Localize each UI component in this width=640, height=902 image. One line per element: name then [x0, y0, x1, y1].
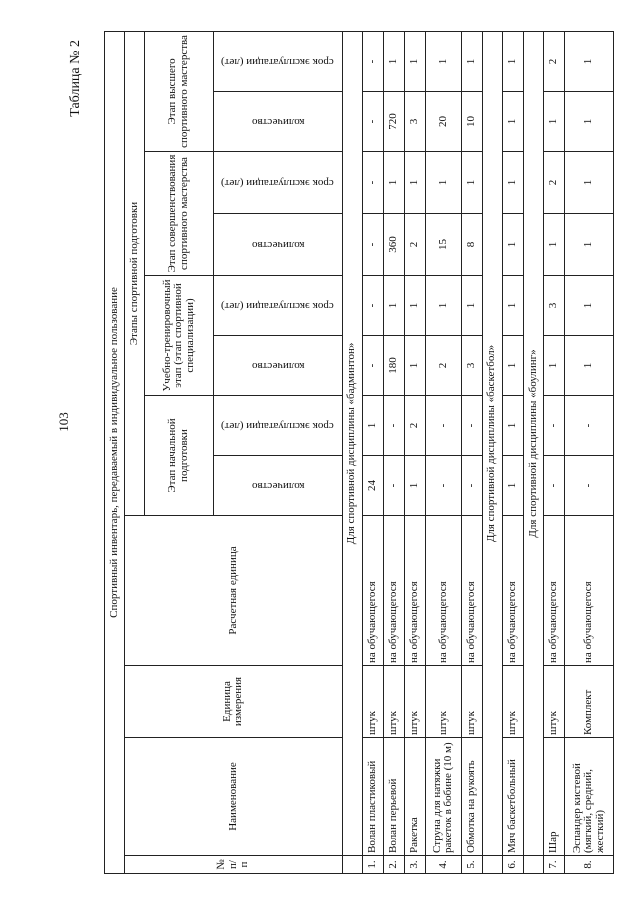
row-q2: 3	[461, 336, 482, 396]
row-q1: -	[383, 456, 404, 516]
header-unit: Единица измерения	[125, 666, 343, 738]
row-t4: 1	[502, 31, 523, 91]
row-q4: 1	[565, 92, 614, 152]
row-t2: 1	[565, 276, 614, 336]
header-num: № п/п	[125, 856, 343, 874]
row-calc: на обучающегося	[565, 516, 614, 666]
row-calc: на обучающегося	[502, 516, 523, 666]
header-term: срок эксплуатации (лет)	[221, 56, 335, 69]
header-qty: количество	[251, 360, 305, 373]
row-name: Мяч баскетбольный	[502, 738, 523, 856]
row-q2: 1	[502, 336, 523, 396]
row-num: 3.	[404, 856, 425, 874]
row-num: 4.	[426, 856, 462, 874]
table-row	[362, 31, 383, 873]
row-q3: 1	[543, 214, 564, 276]
row-t4: 1	[565, 31, 614, 91]
row-q2: 1	[565, 336, 614, 396]
row-t1: -	[461, 396, 482, 456]
header-name: Наименование	[125, 738, 343, 856]
row-unit: штук	[461, 666, 482, 738]
table-row	[461, 31, 482, 873]
row-q3: 360	[383, 214, 404, 276]
row-unit: штук	[543, 666, 564, 738]
table-row	[543, 31, 564, 873]
row-t4: 1	[383, 31, 404, 91]
row-t1: -	[565, 396, 614, 456]
row-t2: 1	[461, 276, 482, 336]
row-q3: -	[362, 214, 383, 276]
row-num: 2.	[383, 856, 404, 874]
header-calc: Расчетная единица	[125, 516, 343, 666]
table-row	[383, 31, 404, 873]
row-unit: Комплект	[565, 666, 614, 738]
row-q1: -	[565, 456, 614, 516]
header-stage-3: Этап совершенствования спортивного мастерства	[145, 152, 214, 276]
header-stage-1: Этап начальной подготовки	[145, 396, 214, 516]
row-q1: -	[461, 456, 482, 516]
row-t2: 1	[404, 276, 425, 336]
row-q3: 1	[565, 214, 614, 276]
row-t3: 1	[461, 152, 482, 214]
row-t2: 1	[502, 276, 523, 336]
row-name: Ракетка	[404, 738, 425, 856]
row-q3: 2	[404, 214, 425, 276]
row-unit: штук	[362, 666, 383, 738]
row-q3: 8	[461, 214, 482, 276]
row-t2: -	[362, 276, 383, 336]
row-t3: 1	[404, 152, 425, 214]
row-q2: 2	[426, 336, 462, 396]
row-t1: 1	[502, 396, 523, 456]
equipment-table	[104, 31, 614, 874]
row-t4: 1	[404, 31, 425, 91]
table-row	[426, 31, 462, 873]
row-t4: 2	[543, 31, 564, 91]
row-q4: 20	[426, 92, 462, 152]
row-calc: на обучающегося	[383, 516, 404, 666]
row-t1: -	[543, 396, 564, 456]
row-q1: -	[543, 456, 564, 516]
row-q3: 15	[426, 214, 462, 276]
row-num: 6.	[502, 856, 523, 874]
row-unit: штук	[426, 666, 462, 738]
row-t3: 1	[426, 152, 462, 214]
row-name: Волан пластиковый	[362, 738, 383, 856]
row-q4: 1	[543, 92, 564, 152]
table-row	[404, 31, 425, 873]
row-q2: 1	[543, 336, 564, 396]
row-t3: 1	[383, 152, 404, 214]
header-term: срок эксплуатации (лет)	[221, 420, 335, 433]
row-t3: -	[362, 152, 383, 214]
row-q4: 10	[461, 92, 482, 152]
row-calc: на обучающегося	[404, 516, 425, 666]
header-qty: количество	[251, 239, 305, 252]
row-t4: -	[362, 31, 383, 91]
row-unit: штук	[383, 666, 404, 738]
row-t2: 1	[383, 276, 404, 336]
row-calc: на обучающегося	[543, 516, 564, 666]
row-q2: 1	[404, 336, 425, 396]
row-t1: 2	[404, 396, 425, 456]
row-q3: 1	[502, 214, 523, 276]
row-q2: 180	[383, 336, 404, 396]
table-title: Спортивный инвентарь, передаваемый в индивидуальное пользование	[105, 31, 125, 873]
row-q4: 3	[404, 92, 425, 152]
row-q4: -	[362, 92, 383, 152]
row-name: Волан перьевой	[383, 738, 404, 856]
row-q2: -	[362, 336, 383, 396]
row-t3: 2	[543, 152, 564, 214]
row-name: Обмотка на рукоять	[461, 738, 482, 856]
row-q1: 1	[404, 456, 425, 516]
row-t4: 1	[461, 31, 482, 91]
row-t1: 1	[362, 396, 383, 456]
row-calc: на обучающегося	[362, 516, 383, 666]
row-q1: 1	[502, 456, 523, 516]
header-term: срок эксплуатации (лет)	[221, 177, 335, 190]
section-badminton: Для спортивной дисциплины «бадминтон»	[342, 31, 362, 855]
row-unit: штук	[502, 666, 523, 738]
table-row	[502, 31, 523, 873]
row-t3: 1	[565, 152, 614, 214]
header-term: срок эксплуатации (лет)	[221, 300, 335, 313]
header-qty: количество	[251, 116, 305, 129]
row-num: 5.	[461, 856, 482, 874]
section-basketball: Для спортивной дисциплины «баскетбол»	[482, 31, 502, 855]
row-t3: 1	[502, 152, 523, 214]
row-t1: -	[383, 396, 404, 456]
row-calc: на обучающегося	[426, 516, 462, 666]
row-q1: 24	[362, 456, 383, 516]
row-calc: на обучающегося	[461, 516, 482, 666]
row-name: Шар	[543, 738, 564, 856]
header-stage-4: Этап высшего спортивного мастерства	[145, 31, 214, 151]
rotated-content	[68, 32, 614, 874]
row-name: Эспандер кистевой (мягкий, средний, жесткий)	[565, 738, 614, 856]
row-unit: штук	[404, 666, 425, 738]
row-t2: 3	[543, 276, 564, 336]
rotated-page	[68, 32, 614, 874]
table-row	[565, 31, 614, 873]
row-t1: -	[426, 396, 462, 456]
row-num: 7.	[543, 856, 564, 874]
row-t4: 1	[426, 31, 462, 91]
row-t2: 1	[426, 276, 462, 336]
row-num: 8.	[565, 856, 614, 874]
row-q4: 1	[502, 92, 523, 152]
page-number: 103	[56, 412, 71, 432]
table-label: Таблица № 2	[68, 40, 83, 117]
header-qty: количество	[251, 480, 305, 493]
row-name: Струна для натяжки ракеток в бобине (10 м)	[426, 738, 462, 856]
row-q4: 720	[383, 92, 404, 152]
section-bowling: Для спортивной дисциплины «боулинг»	[523, 31, 543, 855]
row-q1: -	[426, 456, 462, 516]
header-stage-2: Учебно-тренировочный этап (этап спортивной специализации)	[145, 276, 214, 396]
row-num: 1.	[362, 856, 383, 874]
header-stages: Этапы спортивной подготовки	[125, 31, 145, 515]
